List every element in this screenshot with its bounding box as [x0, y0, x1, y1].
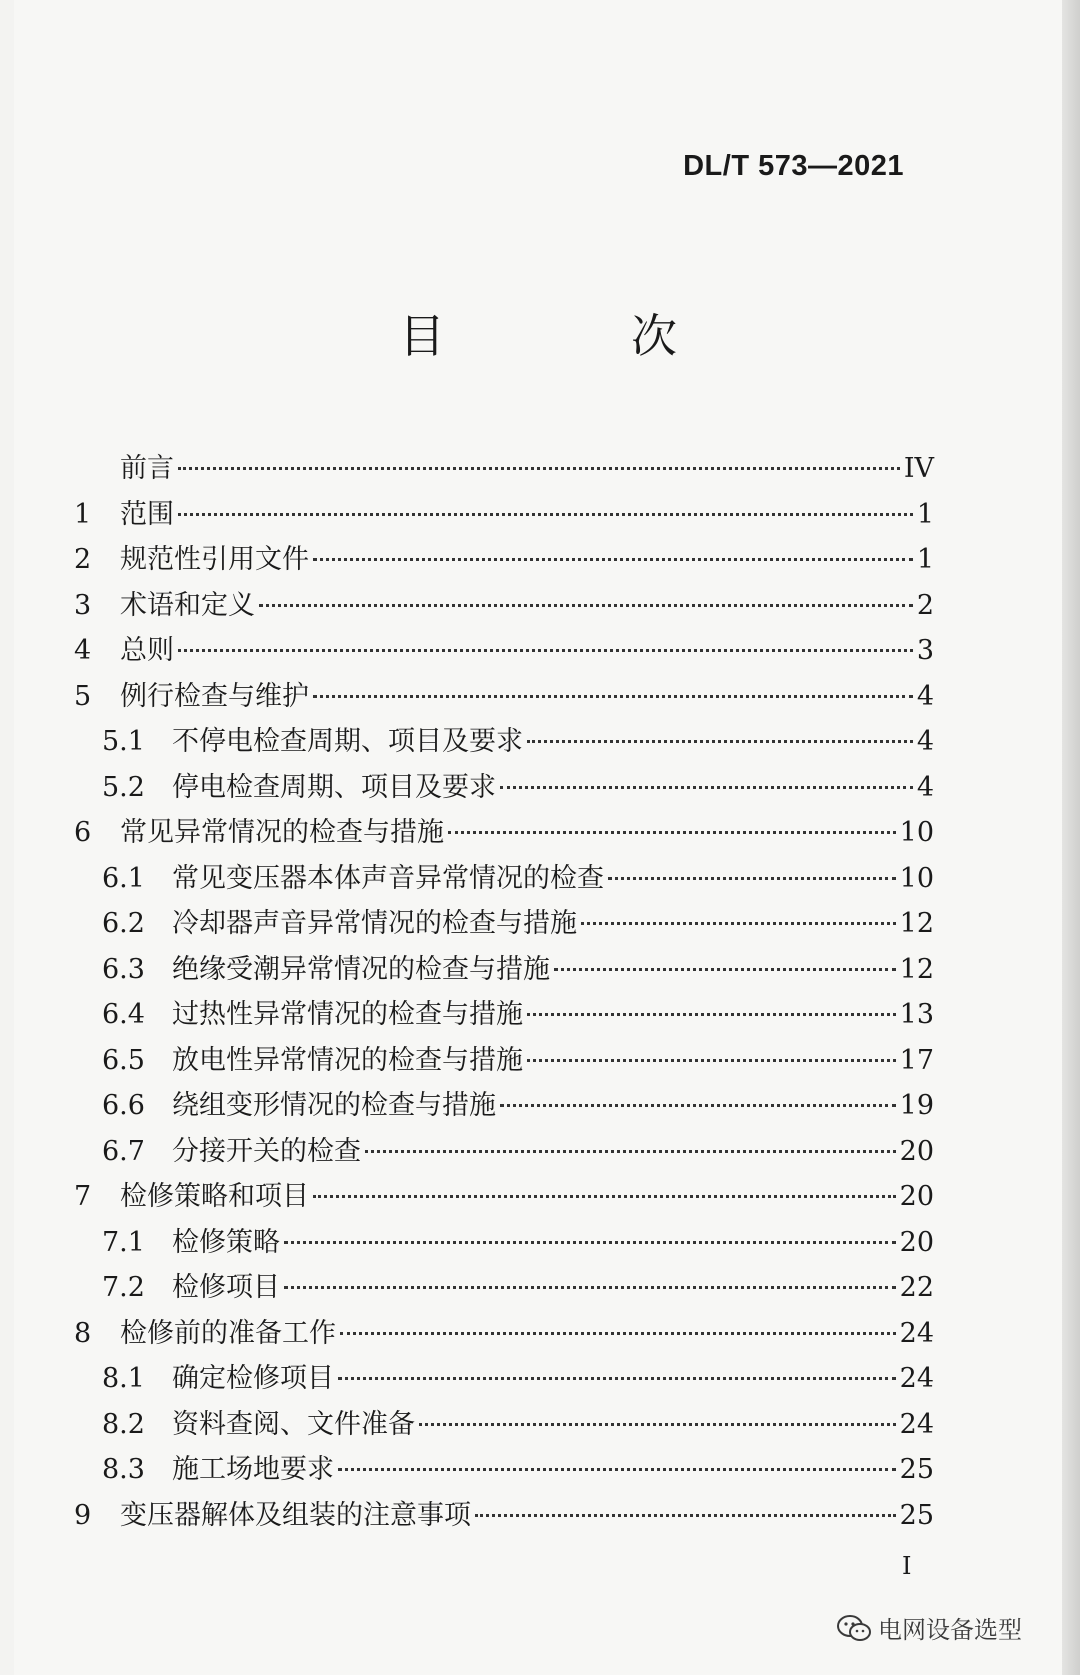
toc-leader-dots — [313, 1195, 896, 1198]
toc-entry — [74, 1220, 934, 1266]
toc-entry-label: 分接开关的检查 — [172, 1135, 361, 1167]
toc-entry — [74, 1402, 934, 1448]
toc-entry — [74, 628, 934, 674]
toc-leader-dots — [338, 1468, 896, 1471]
toc-entry-number: 7 — [74, 1181, 92, 1212]
wechat-icon — [836, 1614, 872, 1642]
toc-entry-label: 资料查阅、文件准备 — [172, 1408, 415, 1440]
toc-leader-dots — [178, 513, 913, 516]
toc-entry-page: 4 — [916, 726, 934, 757]
toc-leader-dots — [527, 740, 913, 743]
toc-entry — [74, 810, 934, 856]
toc-entry-number: 3 — [74, 589, 92, 621]
toc-entry — [74, 1174, 934, 1220]
toc-leader-dots — [338, 1377, 896, 1380]
toc-entry-label: 绕组变形情况的检查与措施 — [172, 1090, 496, 1121]
toc-entry-page: 10 — [899, 817, 934, 848]
toc-entry — [74, 992, 934, 1038]
toc-entry-page: 24 — [899, 1317, 934, 1349]
toc-entry-number: 8 — [74, 1317, 92, 1349]
toc-leader-dots — [284, 1286, 896, 1289]
toc-entry-number: 8.3 — [102, 1454, 145, 1485]
toc-entry-label: 检修策略 — [172, 1226, 280, 1258]
toc-entry-number: 7.2 — [102, 1272, 145, 1303]
toc-entry-page: 19 — [899, 1090, 934, 1121]
toc-entry-number: 6.6 — [102, 1090, 145, 1121]
toc-entry-label: 总则 — [120, 635, 174, 666]
toc-leader-dots — [313, 558, 913, 561]
toc-entry-label: 放电性异常情况的检查与措施 — [172, 1044, 523, 1076]
toc-entry-number: 6.2 — [102, 908, 145, 939]
toc-entry-number: 5 — [74, 680, 92, 712]
toc-entry-number: 6.7 — [102, 1135, 145, 1167]
toc-leader-dots — [340, 1332, 896, 1335]
toc-entry-label: 绝缘受潮异常情况的检查与措施 — [172, 953, 550, 985]
toc-entry — [74, 1311, 934, 1357]
toc-entry — [74, 1493, 934, 1539]
toc-entry-page: 24 — [899, 1408, 934, 1440]
standard-code: DL/T 573—2021 — [683, 150, 904, 182]
toc-entry-page: 4 — [916, 680, 934, 712]
toc-entry-number: 8.2 — [102, 1408, 145, 1440]
toc-entry-page: 22 — [899, 1272, 934, 1303]
toc-entry-label: 规范性引用文件 — [120, 544, 309, 575]
toc-entry-number: 9 — [74, 1499, 92, 1531]
toc-entry — [74, 492, 934, 538]
toc-entry-label: 不停电检查周期、项目及要求 — [172, 726, 523, 757]
toc-leader-dots — [284, 1241, 896, 1244]
toc-leader-dots — [259, 604, 913, 607]
page-title: 目 次 — [399, 309, 747, 363]
toc-entry-page: 13 — [899, 999, 934, 1030]
scan-edge — [1062, 0, 1080, 1675]
toc-entry-label: 例行检查与维护 — [120, 680, 309, 712]
toc-entry — [74, 719, 934, 765]
toc-entry-page: 24 — [899, 1363, 934, 1394]
toc-leader-dots — [419, 1423, 896, 1426]
toc-leader-dots — [365, 1150, 896, 1153]
toc-entry — [74, 1129, 934, 1175]
toc-entry-number: 4 — [74, 635, 92, 666]
toc-entry-number: 2 — [74, 544, 92, 575]
toc-entry-number: 6 — [74, 817, 92, 848]
toc-entry-page: 20 — [899, 1226, 934, 1258]
watermark — [836, 1610, 1022, 1645]
toc-leader-dots — [313, 695, 913, 698]
toc-entry-page: 1 — [916, 544, 934, 575]
toc-entry-page: 10 — [899, 862, 934, 894]
toc-leader-dots — [581, 922, 896, 925]
toc-entry-page: 25 — [899, 1499, 934, 1531]
toc-entry-page: 25 — [899, 1454, 934, 1485]
toc-leader-dots — [475, 1514, 896, 1517]
watermark-text: 电网设备选型 — [878, 1616, 1022, 1644]
toc-entry — [74, 537, 934, 583]
toc-entry-page: 1 — [916, 498, 934, 530]
toc-leader-dots — [500, 1104, 896, 1107]
toc-entry-page: 12 — [899, 908, 934, 939]
toc-entry-label: 施工场地要求 — [172, 1454, 334, 1485]
toc-entry — [74, 765, 934, 811]
toc-entry-page: 2 — [916, 589, 934, 621]
toc-entry-number: 8.1 — [102, 1363, 145, 1394]
toc-leader-dots — [178, 467, 900, 470]
toc-entry-page: IV — [903, 453, 934, 484]
toc-entry — [74, 947, 934, 993]
toc-entry-label: 过热性异常情况的检查与措施 — [172, 999, 523, 1030]
toc-entry-page: 12 — [899, 953, 934, 985]
toc-entry-page: 3 — [916, 635, 934, 666]
table-of-contents — [74, 446, 934, 1538]
document-page — [14, 0, 1062, 1675]
toc-entry-number: 6.1 — [102, 862, 145, 894]
toc-entry — [74, 674, 934, 720]
toc-entry-label: 前言 — [120, 453, 174, 484]
toc-entry-label: 停电检查周期、项目及要求 — [172, 771, 496, 803]
toc-entry — [74, 1083, 934, 1129]
toc-entry-label: 范围 — [120, 498, 174, 530]
page-number: I — [902, 1552, 912, 1580]
toc-leader-dots — [500, 786, 913, 789]
toc-entry-label: 检修项目 — [172, 1272, 280, 1303]
toc-entry-page: 20 — [899, 1135, 934, 1167]
toc-entry-number: 5.2 — [102, 771, 145, 803]
toc-entry-number: 6.4 — [102, 999, 145, 1030]
toc-entry-label: 检修前的准备工作 — [120, 1317, 336, 1349]
toc-entry-page: 20 — [899, 1181, 934, 1212]
toc-entry-page: 17 — [899, 1044, 934, 1076]
toc-entry-label: 术语和定义 — [120, 589, 255, 621]
toc-entry — [74, 1038, 934, 1084]
toc-entry-label: 常见异常情况的检查与措施 — [120, 817, 444, 848]
toc-entry-number: 6.3 — [102, 953, 145, 985]
toc-leader-dots — [527, 1013, 896, 1016]
toc-leader-dots — [178, 649, 913, 652]
toc-entry-number: 7.1 — [102, 1226, 145, 1258]
toc-entry-page: 4 — [916, 771, 934, 803]
toc-entry — [74, 856, 934, 902]
toc-leader-dots — [448, 831, 896, 834]
toc-leader-dots — [554, 968, 896, 971]
toc-entry-label: 冷却器声音异常情况的检查与措施 — [172, 908, 577, 939]
toc-entry-number: 1 — [74, 498, 92, 530]
toc-entry — [74, 1447, 934, 1493]
toc-leader-dots — [527, 1059, 896, 1062]
toc-entry — [74, 901, 934, 947]
toc-entry — [74, 1265, 934, 1311]
toc-entry-number: 6.5 — [102, 1044, 145, 1076]
toc-entry-number: 5.1 — [102, 726, 145, 757]
toc-entry-label: 常见变压器本体声音异常情况的检查 — [172, 862, 604, 894]
toc-entry — [74, 583, 934, 629]
toc-entry-label: 检修策略和项目 — [120, 1181, 309, 1212]
toc-entry-label: 变压器解体及组装的注意事项 — [120, 1499, 471, 1531]
toc-entry-label: 确定检修项目 — [172, 1363, 334, 1394]
toc-entry — [74, 1356, 934, 1402]
toc-leader-dots — [608, 877, 896, 880]
toc-entry — [74, 446, 934, 492]
